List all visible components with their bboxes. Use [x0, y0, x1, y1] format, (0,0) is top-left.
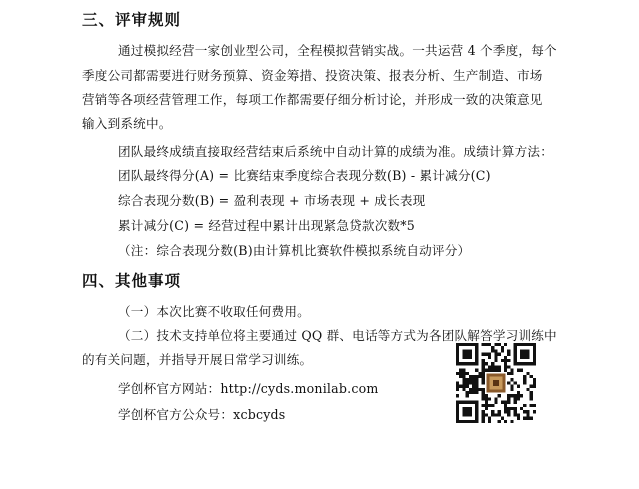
official-account: 学创杯官方公众号：xcbcyds: [118, 407, 286, 422]
section-heading-rules: 三、评审规则: [82, 11, 182, 29]
rules-note: （注：综合表现分数(B)由计算机比赛软件模拟系统自动评分）: [118, 243, 471, 258]
section-heading-other: 四、其他事项: [82, 272, 182, 290]
qr-code-icon: [456, 343, 536, 423]
rules-line-3: 营销等各项经营管理工作，每项工作都需要仔细分析讨论，并形成一致的决策意见: [82, 92, 543, 107]
rules-line-1: 通过模拟经营一家创业型公司，全程模拟营销实战。一共运营 4 个季度，每个: [118, 43, 557, 58]
rules-formula-a: 团队最终得分(A) = 比赛结束季度综合表现分数(B) - 累计减分(C): [118, 168, 491, 183]
other-line-3: 的有关问题，并指导开展日常学习训练。: [82, 352, 313, 367]
rules-line-5: 团队最终成绩直接取经营结束后系统中自动计算的成绩为准。成绩计算方法：: [118, 144, 553, 159]
rules-line-4: 输入到系统中。: [82, 116, 172, 131]
rules-formula-c: 累计减分(C) = 经营过程中累计出现紧急贷款次数*5: [118, 218, 416, 233]
other-line-1: （一）本次比赛不收取任何费用。: [118, 304, 310, 319]
other-line-2: （二）技术支持单位将主要通过 QQ 群、电话等方式为各团队解答学习训练中: [118, 328, 557, 343]
official-website: 学创杯官方网站：http://cyds.monilab.com: [118, 381, 379, 396]
rules-formula-b: 综合表现分数(B) = 盈利表现 + 市场表现 + 成长表现: [118, 193, 426, 208]
rules-line-2: 季度公司都需要进行财务预算、资金筹措、投资决策、报表分析、生产制造、市场: [82, 68, 543, 83]
